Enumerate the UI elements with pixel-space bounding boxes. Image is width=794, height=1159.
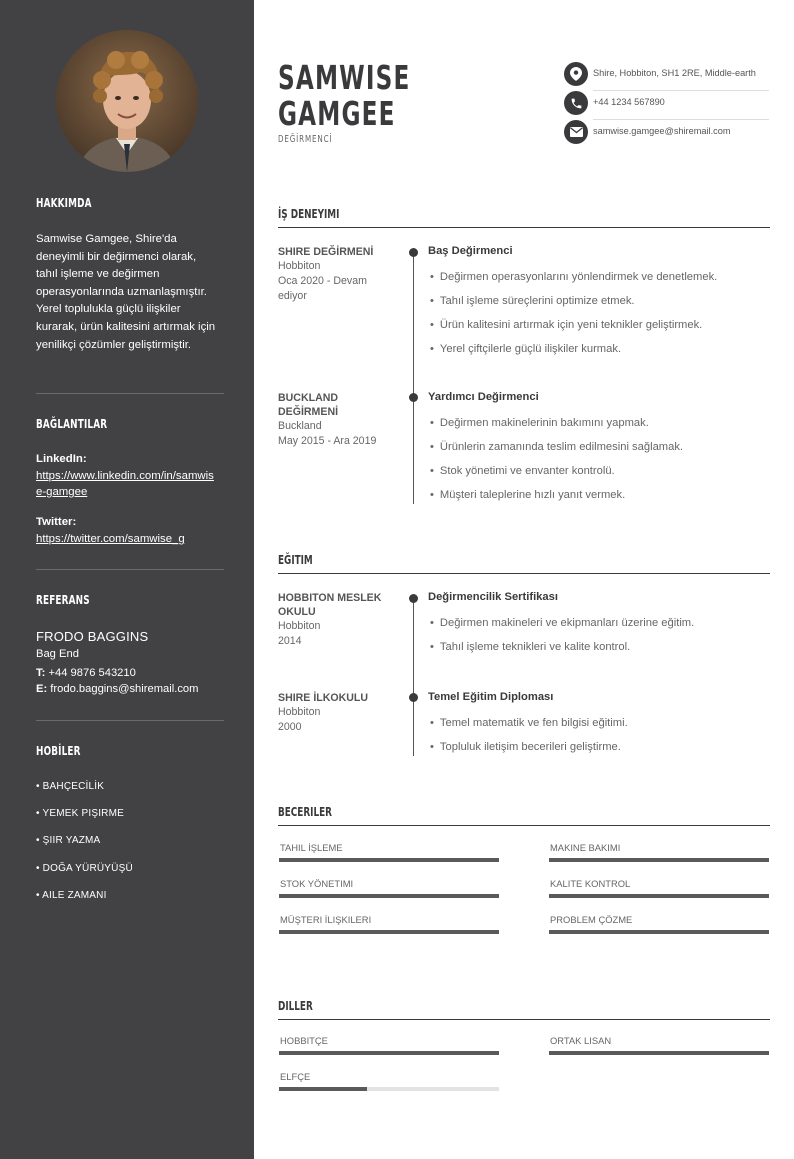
phone-icon (564, 91, 588, 115)
education-org: HOBBITON MESLEK OKULU (278, 592, 382, 618)
experience-bullet: • Müşteri taleplerine hızlı yanıt vermek. (430, 489, 625, 501)
reference-phone-label: T: (36, 667, 46, 679)
contact-email (564, 120, 769, 149)
contact-email-text: samwise.gamgee@shiremail.com (593, 126, 731, 136)
experience-heading: İŞ DENEYIMI (278, 207, 770, 228)
hobbies-heading: HOBİLER (36, 744, 81, 758)
education-timeline (413, 598, 414, 756)
experience-org: SHIRE DEĞİRMENİ (278, 246, 374, 258)
skill-bar-fill (549, 858, 769, 862)
language-bar-fill (549, 1051, 769, 1055)
education-dates: 2014 (278, 635, 302, 647)
skill-label: TAHIL İŞLEME (280, 842, 343, 853)
contact-address-text: Shire, Hobbiton, SH1 2RE, Middle-earth (593, 68, 756, 78)
person-name (278, 60, 411, 132)
language-label: HOBBITÇE (280, 1035, 328, 1046)
education-bullet: • Değirmen makineleri ve ekipmanları üzerine eğitim. (430, 617, 694, 629)
experience-role: Baş Değirmenci (428, 245, 513, 257)
experience-org: BUCKLAND DEĞİRMENİ (278, 392, 339, 418)
skill-bar-track (549, 894, 769, 898)
reference-place: Bag End (36, 648, 79, 660)
skill-bar-track (279, 894, 499, 898)
education-role: Temel Eğitim Diploması (428, 691, 554, 703)
experience-dates: May 2015 - Ara 2019 (278, 435, 377, 447)
skill-label: KALITE KONTROL (550, 878, 631, 889)
name-line-2: GAMGEE (278, 94, 396, 133)
about-text: Samwise Gamgee, Shire'da deneyimli bir değirmenci olarak, tahıl işleme ve değirmen operasyonlarında uzmanlaşmıştır. Yerel toplulukla güçlü ilişkiler kurarak, ürün kalitesini artırmak için yenilikçi çözümler geliştirmiştir. (36, 233, 216, 351)
reference-heading: REFERANS (36, 593, 90, 607)
education-dates: 2000 (278, 721, 302, 733)
contact-phone (564, 91, 769, 120)
experience-location: Hobbiton (278, 260, 321, 272)
skill-bar-track (279, 858, 499, 862)
education-bullet: • Topluluk iletişim becerileri geliştirme. (430, 741, 621, 753)
reference-email-value: frodo.baggins@shiremail.com (50, 683, 199, 695)
skill-bar-fill (549, 894, 769, 898)
linkedin-link[interactable]: https://www.linkedin.com/in/samwise-gamgee (36, 470, 214, 498)
sidebar-divider (36, 393, 224, 394)
timeline-dot (409, 393, 418, 402)
hobby-item: • ŞIIR YAZMA (36, 835, 101, 846)
skill-item (549, 878, 769, 898)
skill-label: STOK YÖNETIMI (280, 878, 354, 889)
about-heading: HAKKIMDA (36, 196, 92, 210)
skill-bar-fill (279, 930, 499, 934)
experience-bullet: • Stok yönetimi ve envanter kontrolü. (430, 465, 615, 477)
envelope-icon (564, 120, 588, 144)
language-item (279, 1071, 499, 1091)
experience-location: Buckland (278, 420, 322, 432)
skill-item (549, 914, 769, 934)
experience-bullet: • Ürün kalitesini artırmak için yeni teknikler geliştirmek. (430, 319, 702, 331)
education-location: Hobbiton (278, 620, 321, 632)
language-label: ORTAK LISAN (550, 1035, 612, 1046)
experience-bullet: • Ürünlerin zamanında teslim edilmesini sağlamak. (430, 441, 683, 453)
reference-email-label: E: (36, 683, 48, 695)
language-bar-fill (279, 1051, 499, 1055)
reference-name: FRODO BAGGINS (36, 629, 149, 644)
experience-bullet: • Değirmen makinelerinin bakımını yapmak. (430, 417, 649, 429)
skill-bar-fill (279, 858, 499, 862)
timeline-dot (409, 693, 418, 702)
sidebar-divider (36, 720, 224, 721)
contact-phone-text: +44 1234 567890 (593, 97, 665, 107)
skill-label: PROBLEM ÇÖZME (550, 914, 633, 925)
language-bar-track (549, 1051, 769, 1055)
links-heading: BAĞLANTILAR (36, 417, 108, 431)
twitter-link[interactable]: https://twitter.com/samwise_g (36, 533, 185, 545)
hobby-item: • DOĞA YÜRÜYÜŞÜ (36, 863, 133, 874)
skill-item (549, 842, 769, 862)
language-bar-track (279, 1051, 499, 1055)
skill-bar-fill (279, 894, 499, 898)
reference-phone (36, 667, 136, 679)
language-bar-track (279, 1087, 499, 1091)
skill-item (279, 914, 499, 934)
education-location: Hobbiton (278, 706, 321, 718)
language-label: ELFÇE (280, 1071, 311, 1082)
experience-role: Yardımcı Değirmenci (428, 391, 539, 403)
education-heading: EĞITIM (278, 553, 770, 574)
skill-bar-track (549, 858, 769, 862)
skill-bar-track (549, 930, 769, 934)
sidebar (0, 0, 254, 1159)
hobby-item: • AILE ZAMANI (36, 890, 107, 901)
experience-timeline (413, 252, 414, 504)
linkedin-label: LinkedIn: (36, 453, 87, 465)
language-item (549, 1035, 769, 1055)
skill-label: MAKINE BAKIMI (550, 842, 621, 853)
skill-bar-fill (549, 930, 769, 934)
language-item (279, 1035, 499, 1055)
twitter-label: Twitter: (36, 516, 77, 528)
timeline-dot (409, 248, 418, 257)
education-bullet: • Tahıl işleme teknikleri ve kalite kontrol. (430, 641, 630, 653)
experience-dates: Oca 2020 - Devam ediyor (278, 275, 367, 302)
contact-address (564, 62, 769, 91)
education-bullet: • Temel matematik ve fen bilgisi eğitimi. (430, 717, 628, 729)
languages-heading: DILLER (278, 999, 770, 1020)
hobby-item: • BAHÇECİLİK (36, 781, 105, 792)
skill-bar-track (279, 930, 499, 934)
reference-email (36, 683, 198, 695)
experience-bullet: • Tahıl işleme süreçlerini optimize etmek. (430, 295, 635, 307)
education-role: Değirmencilik Sertifikası (428, 591, 558, 603)
skills-heading: BECERILER (278, 805, 770, 826)
reference-phone-value: +44 9876 543210 (48, 667, 136, 679)
sidebar-divider (36, 569, 224, 570)
skill-label: MÜŞTERI İLIŞKILERI (280, 914, 372, 925)
timeline-dot (409, 594, 418, 603)
education-org: SHIRE İLKOKULU (278, 692, 369, 704)
name-line-1: SAMWISE (278, 58, 411, 97)
profile-photo (56, 30, 198, 172)
experience-bullet: • Değirmen operasyonlarını yönlendirmek ve denetlemek. (430, 271, 717, 283)
hobby-item: • YEMEK PIŞIRME (36, 808, 125, 819)
location-pin-icon (564, 62, 588, 86)
job-title: DEĞİRMENCİ (278, 134, 333, 145)
skill-item (279, 878, 499, 898)
skill-item (279, 842, 499, 862)
experience-bullet: • Yerel çiftçilerle güçlü ilişkiler kurmak. (430, 343, 621, 355)
language-bar-fill (279, 1087, 367, 1091)
